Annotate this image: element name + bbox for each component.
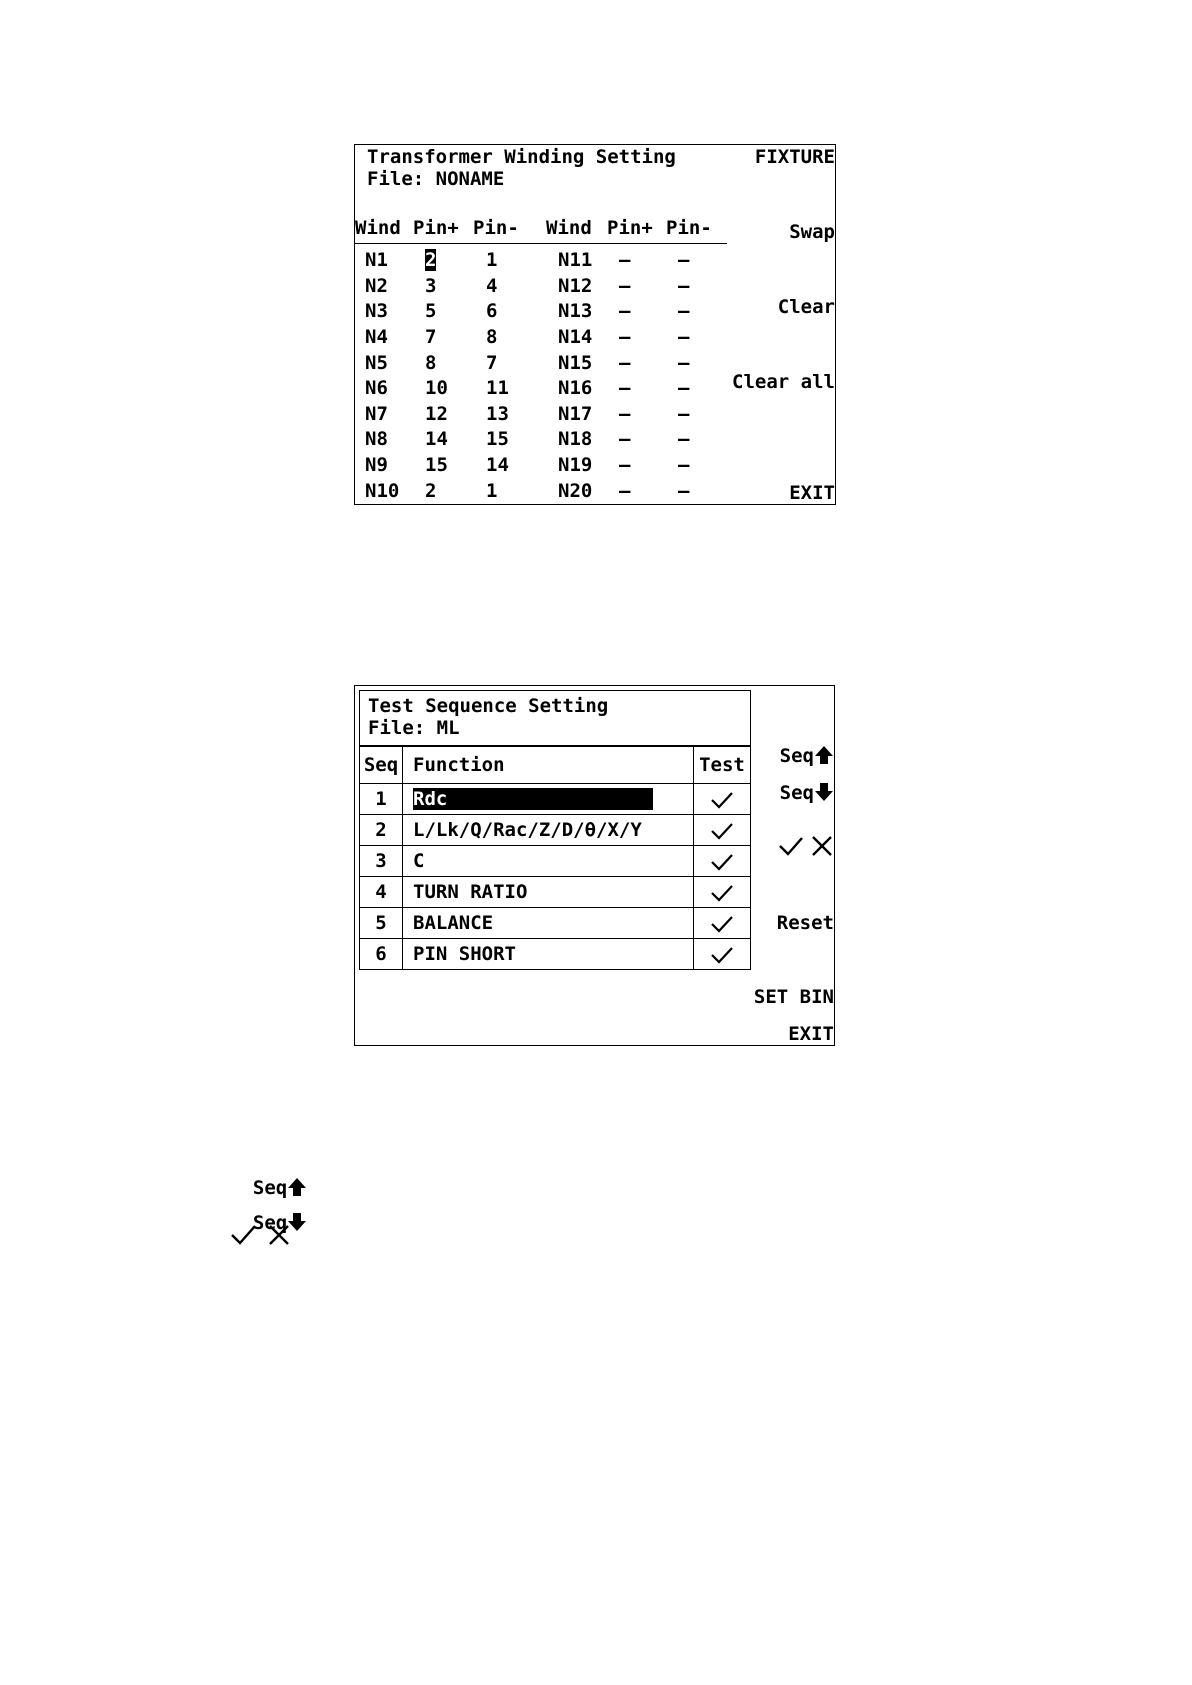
pin-plus-cell[interactable]: – [619, 249, 631, 271]
toggle-test-button[interactable] [778, 834, 834, 862]
test-cell[interactable] [694, 846, 751, 877]
test-cell[interactable] [694, 908, 751, 939]
pin-plus-cell[interactable]: 2 [425, 480, 437, 502]
pin-plus-cell[interactable]: – [619, 352, 631, 374]
sequence-screen-title: Test Sequence Setting [368, 695, 609, 717]
pin-minus-cell[interactable]: – [678, 249, 690, 271]
reset-button[interactable]: Reset [776, 912, 834, 934]
pin-minus-cell[interactable]: – [678, 326, 690, 348]
table-row[interactable] [360, 939, 751, 970]
winding-setting-screen [354, 144, 836, 505]
wind-cell: N5 [365, 352, 388, 374]
table-row[interactable] [360, 815, 751, 846]
seq-up-label: Seq [779, 745, 814, 767]
table-header-row [360, 747, 751, 784]
check-icon [710, 852, 734, 872]
wind-cell: N15 [558, 352, 593, 374]
col-header-wind-2: Wind [546, 217, 592, 239]
table-row[interactable] [360, 784, 751, 815]
clear-button[interactable]: Clear [777, 296, 835, 318]
pin-plus-cell[interactable]: – [619, 480, 631, 502]
legend-seq-up-label: Seq [252, 1177, 288, 1199]
pin-minus-cell[interactable]: 11 [486, 377, 509, 399]
pin-minus-cell[interactable]: 6 [486, 300, 498, 322]
pin-plus-cell[interactable]: 10 [425, 377, 448, 399]
check-cross-icon [778, 834, 834, 858]
pin-plus-cell[interactable]: – [619, 275, 631, 297]
clear-all-button[interactable]: Clear all [732, 371, 835, 393]
sequence-table [359, 746, 751, 970]
wind-cell: N17 [558, 403, 593, 425]
test-sequence-screen [354, 685, 835, 1046]
wind-cell: N6 [365, 377, 388, 399]
winding-file-name: File: NONAME [367, 168, 505, 190]
function-label-selected: Rdc [413, 788, 653, 810]
function-cell[interactable] [403, 784, 694, 815]
legend-check-cross [230, 1222, 292, 1252]
col-header-pin-plus-2: Pin+ [607, 217, 653, 239]
pin-minus-cell[interactable]: – [678, 377, 690, 399]
pin-plus-cell[interactable]: – [619, 428, 631, 450]
wind-cell: N18 [558, 428, 593, 450]
pin-minus-cell[interactable]: – [678, 480, 690, 502]
check-cross-icon [230, 1222, 292, 1248]
check-icon [710, 914, 734, 934]
wind-cell: N11 [558, 249, 593, 271]
wind-cell: N2 [365, 275, 388, 297]
pin-minus-cell[interactable]: – [678, 428, 690, 450]
function-cell[interactable]: PIN SHORT [403, 939, 694, 970]
wind-cell: N20 [558, 480, 593, 502]
seq-cell: 2 [360, 815, 403, 846]
sequence-title-box [359, 690, 751, 746]
exit-button[interactable]: EXIT [788, 1023, 834, 1045]
pin-plus-cell-selected[interactable]: 2 [425, 249, 437, 271]
check-icon [710, 790, 734, 810]
pin-minus-cell[interactable]: 7 [486, 352, 498, 374]
header-divider [355, 243, 727, 244]
sequence-file-name: File: ML [368, 717, 460, 739]
pin-minus-cell[interactable]: 13 [486, 403, 509, 425]
function-cell[interactable]: TURN RATIO [403, 877, 694, 908]
pin-plus-cell[interactable]: 5 [425, 300, 437, 322]
wind-cell: N10 [365, 480, 400, 502]
table-row[interactable] [360, 877, 751, 908]
wind-cell: N3 [365, 300, 388, 322]
exit-button[interactable]: EXIT [789, 482, 835, 504]
test-cell[interactable] [694, 939, 751, 970]
pin-plus-cell[interactable]: – [619, 300, 631, 322]
function-cell[interactable]: BALANCE [403, 908, 694, 939]
wind-cell: N14 [558, 326, 593, 348]
seq-cell: 3 [360, 846, 403, 877]
pin-plus-cell[interactable]: 3 [425, 275, 437, 297]
seq-down-button[interactable] [734, 760, 834, 826]
pin-minus-cell[interactable]: – [678, 275, 690, 297]
seq-cell: 5 [360, 908, 403, 939]
col-header-test: Test [694, 747, 751, 784]
pin-minus-cell[interactable]: 4 [486, 275, 498, 297]
pin-plus-cell[interactable]: – [619, 454, 631, 476]
pin-minus-cell[interactable]: – [678, 403, 690, 425]
pin-minus-cell[interactable]: – [678, 352, 690, 374]
pin-plus-cell[interactable]: 12 [425, 403, 448, 425]
col-header-pin-minus-2: Pin- [666, 217, 712, 239]
arrow-down-icon [814, 782, 834, 802]
fixture-button[interactable]: FIXTURE [754, 146, 835, 168]
seq-cell: 1 [360, 784, 403, 815]
check-icon [710, 821, 734, 841]
pin-minus-cell[interactable]: 1 [486, 480, 498, 502]
seq-down-label: Seq [779, 782, 814, 804]
function-cell[interactable]: C [403, 846, 694, 877]
col-header-pin-minus-1: Pin- [473, 217, 519, 239]
wind-cell: N9 [365, 454, 388, 476]
function-cell[interactable]: L/Lk/Q/Rac/Z/D/θ/X/Y [403, 815, 694, 846]
table-row[interactable] [360, 846, 751, 877]
set-bin-button[interactable]: SET BIN [753, 986, 834, 1008]
pin-plus-cell[interactable]: – [619, 403, 631, 425]
pin-plus-cell[interactable]: 8 [425, 352, 437, 374]
pin-plus-cell[interactable]: – [619, 326, 631, 348]
seq-cell: 4 [360, 877, 403, 908]
wind-cell: N4 [365, 326, 388, 348]
col-header-seq: Seq [360, 747, 403, 784]
legend-seq-down-label: Seq [252, 1212, 288, 1234]
wind-cell: N1 [365, 249, 388, 271]
pin-plus-cell[interactable]: 7 [425, 326, 437, 348]
winding-screen-title: Transformer Winding Setting [367, 146, 676, 168]
wind-cell: N16 [558, 377, 593, 399]
wind-cell: N7 [365, 403, 388, 425]
pin-minus-cell[interactable]: 1 [486, 249, 498, 271]
col-header-wind-1: Wind [355, 217, 401, 239]
check-icon [710, 945, 734, 965]
check-icon [710, 883, 734, 903]
table-row[interactable] [360, 908, 751, 939]
col-header-function: Function [403, 747, 694, 784]
seq-cell: 6 [360, 939, 403, 970]
swap-button[interactable]: Swap [789, 221, 835, 243]
col-header-pin-plus-1: Pin+ [413, 217, 459, 239]
pin-minus-cell[interactable]: 15 [486, 428, 509, 450]
wind-cell: N12 [558, 275, 593, 297]
pin-plus-cell[interactable]: 15 [425, 454, 448, 476]
pin-minus-cell[interactable]: – [678, 300, 690, 322]
pin-minus-cell[interactable]: – [678, 454, 690, 476]
pin-plus-cell[interactable]: – [619, 377, 631, 399]
pin-plus-cell[interactable]: 14 [425, 428, 448, 450]
test-cell[interactable] [694, 877, 751, 908]
wind-cell: N8 [365, 428, 388, 450]
pin-minus-cell[interactable]: 8 [486, 326, 498, 348]
pin-minus-cell[interactable]: 14 [486, 454, 509, 476]
wind-cell: N13 [558, 300, 593, 322]
wind-cell: N19 [558, 454, 593, 476]
